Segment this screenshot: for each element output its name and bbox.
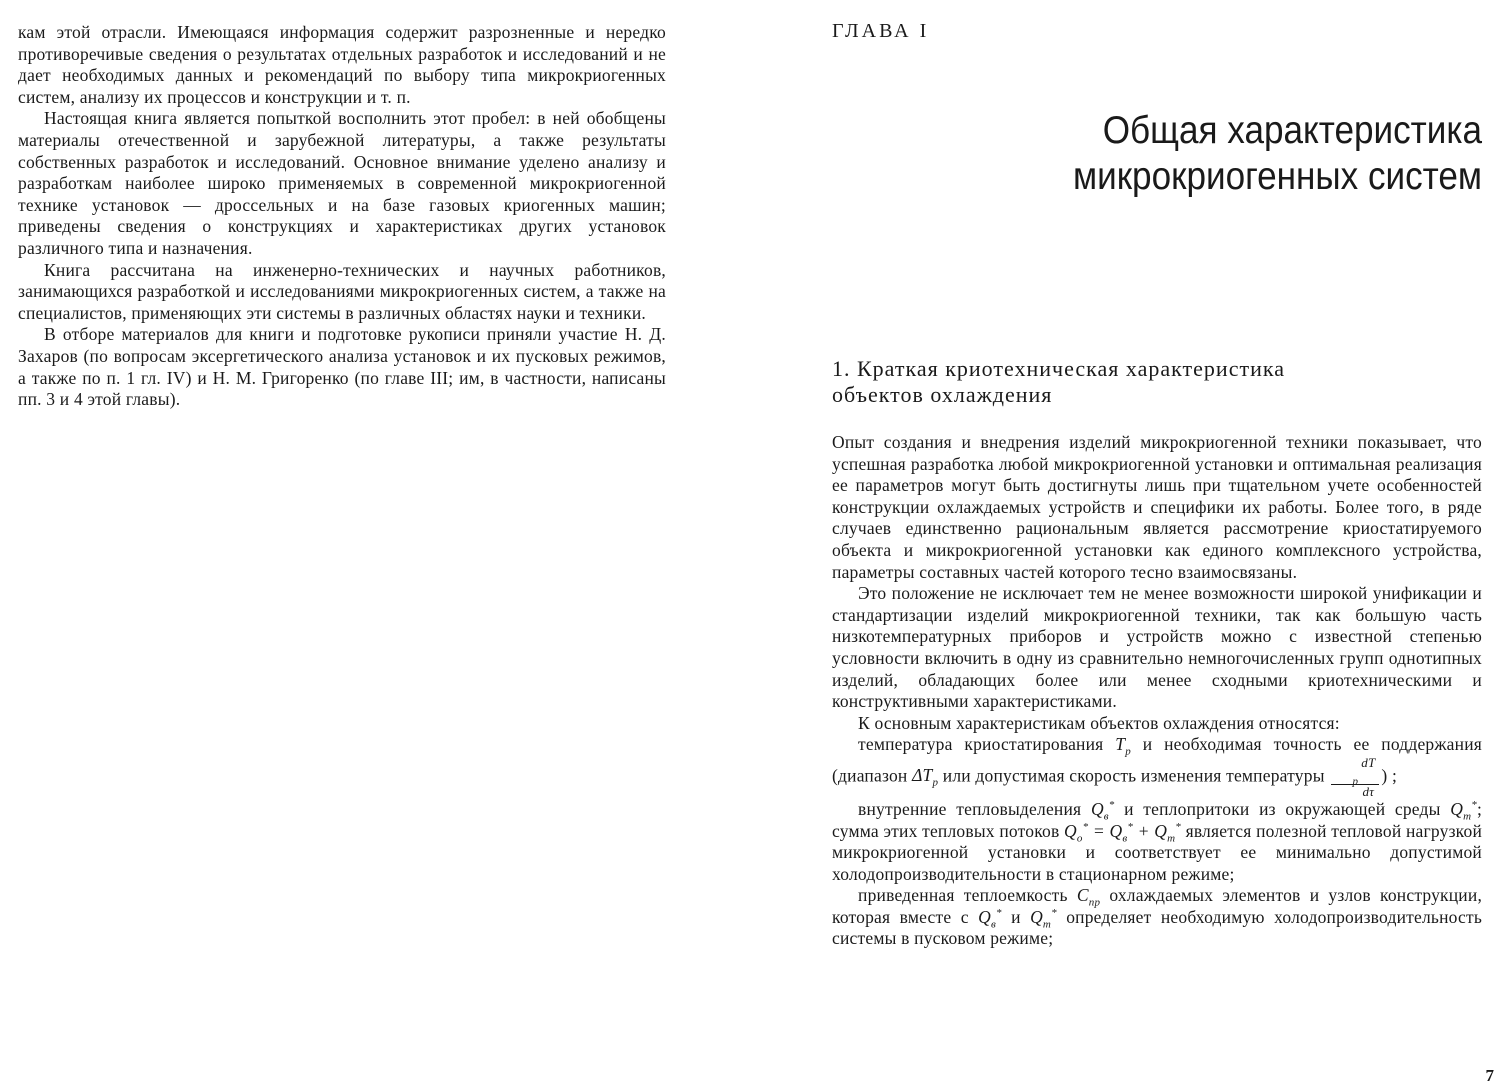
symbol-t-p: $T_р$ (1115, 734, 1131, 758)
symbol-c-pr: $C_{пр}$ (1076, 885, 1101, 909)
section-heading-line-2: объектов охлаждения (832, 382, 1053, 407)
left-paragraph-1: кам этой отрасли. Имеющаяся информация содержит разрозненные и нередко противоречивые сведения о результатах отдельных разработок и исследований и не дает необходимых данных и рекомендаций по выбору типа микрокриогенных систем, анализу их процессов и конструкции и т. п. (18, 22, 666, 107)
left-paragraph-3: Книга рассчитана на инженерно-технических и научных работников, занимающихся разработкой и исследованиями микрокриогенных систем, а также на специалистов, применяющих эти системы в различных областях науки и техники. (18, 259, 666, 323)
chapter-title-line-1: Общая характеристика (1102, 109, 1482, 152)
section-body (832, 432, 1482, 950)
symbol-q-t-2: $Q_т^*$ (1030, 906, 1057, 931)
right-paragraph-3: К основным характеристикам объектов охлаждения относятся: (858, 712, 1340, 733)
left-page (18, 0, 666, 411)
chapter-title (897, 108, 1482, 200)
symbol-q-v-2: $Q_в^*$ (978, 906, 1002, 931)
list-item-temperature: температура криостатирования $T_р$ и необходимая точность ее поддержания (диапазон $\Delta T_р$ или допустимая скорость изменения температуры dT $_р$ dτ ) ; (832, 734, 1483, 799)
derivative-fraction: dT $_р$ dτ (1331, 756, 1379, 799)
left-paragraph-2: Настоящая книга является попыткой восполнить этот пробел: в ней обобщены материалы отечественной и зарубежной литературы, а также результаты собственных разработок и исследований. Основное внимание уделено анализу и разработкам наиболее широко применяемых в современной микрокриогенной технике установок — дроссельных и на базе газовых криогенных машин; приведены сведения о конструкциях и характеристиках других установок различного типа и назначения. (18, 108, 666, 258)
section-heading (832, 356, 1392, 408)
chapter-title-line-2: микрокриогенных систем (1072, 155, 1482, 198)
list-item-heat-capacity: приведенная теплоемкость $C_{пр}$ охлаждаемых элементов и узлов конструкции, которая вместе с $Q_в^*$ и $Q_т^*$ определяет необходимую холодопроизводительность системы в пусковом режиме; (832, 885, 1483, 949)
symbol-q-v: $Q_в^*$ (1090, 798, 1115, 823)
chapter-label: ГЛАВА I (832, 20, 930, 42)
right-paragraph-2: Это положение не исключает тем не менее возможности широкой унификации и стандартизации изделий микрокриогенной техники, так как большую часть низкотемпературных приборов и устройств можно с известной степенью условности включить в одну из сравнительно немногочисленных групп однотипных изделий, обладающих более или менее сходными криотехническими и конструктивными характеристиками. (832, 583, 1482, 712)
page-number: 7 (1485, 1066, 1494, 1085)
symbol-delta-t-p: $\Delta T_р$ (912, 765, 939, 789)
left-paragraph-4: В отборе материалов для книги и подготовке рукописи приняли участие Н. Д. Захаров (по вопросам эксергетического анализа установок и их пусковых режимов, а также по п. 1 гл. IV) и Н. М. Григоренко (по главе III; им, в частности, написаны пп. 3 и 4 этой главы). (18, 324, 666, 410)
equation-q-sum: $Q_о^* = Q_в^* + Q_т^*$ (1064, 820, 1181, 844)
list-item-heat-loads: внутренние тепловыделения $Q_в^*$ и теплопритоки из окружающей среды $Q_т^*$; сумма этих тепловых потоков $Q_о^* = Q_в^* + Q_т^*$ является полезной тепловой нагрузкой микрокриогенной установки и соответствует ее минимально допустимой холодопроизводительности в стационарном режиме; (832, 798, 1483, 884)
section-heading-line-1: 1. Краткая криотехническая характеристика (832, 356, 1285, 381)
right-paragraph-1: Опыт создания и внедрения изделий микрокриогенной техники показывает, что успешная разработка любой микрокриогенной установки и оптимальная реализация ее параметров могут быть достигнуты лишь при тщательном учете особенностей конструкции охлаждаемых устройств и специфики их работы. Более того, в ряде случаев единственно рациональным является рассмотрение криостатируемого объекта и микрокриогенной установки как единого комплексного устройства, параметры составных частей которого тесно взаимосвязаны. (832, 432, 1482, 582)
symbol-q-t: $Q_т^*$ (1450, 798, 1477, 823)
